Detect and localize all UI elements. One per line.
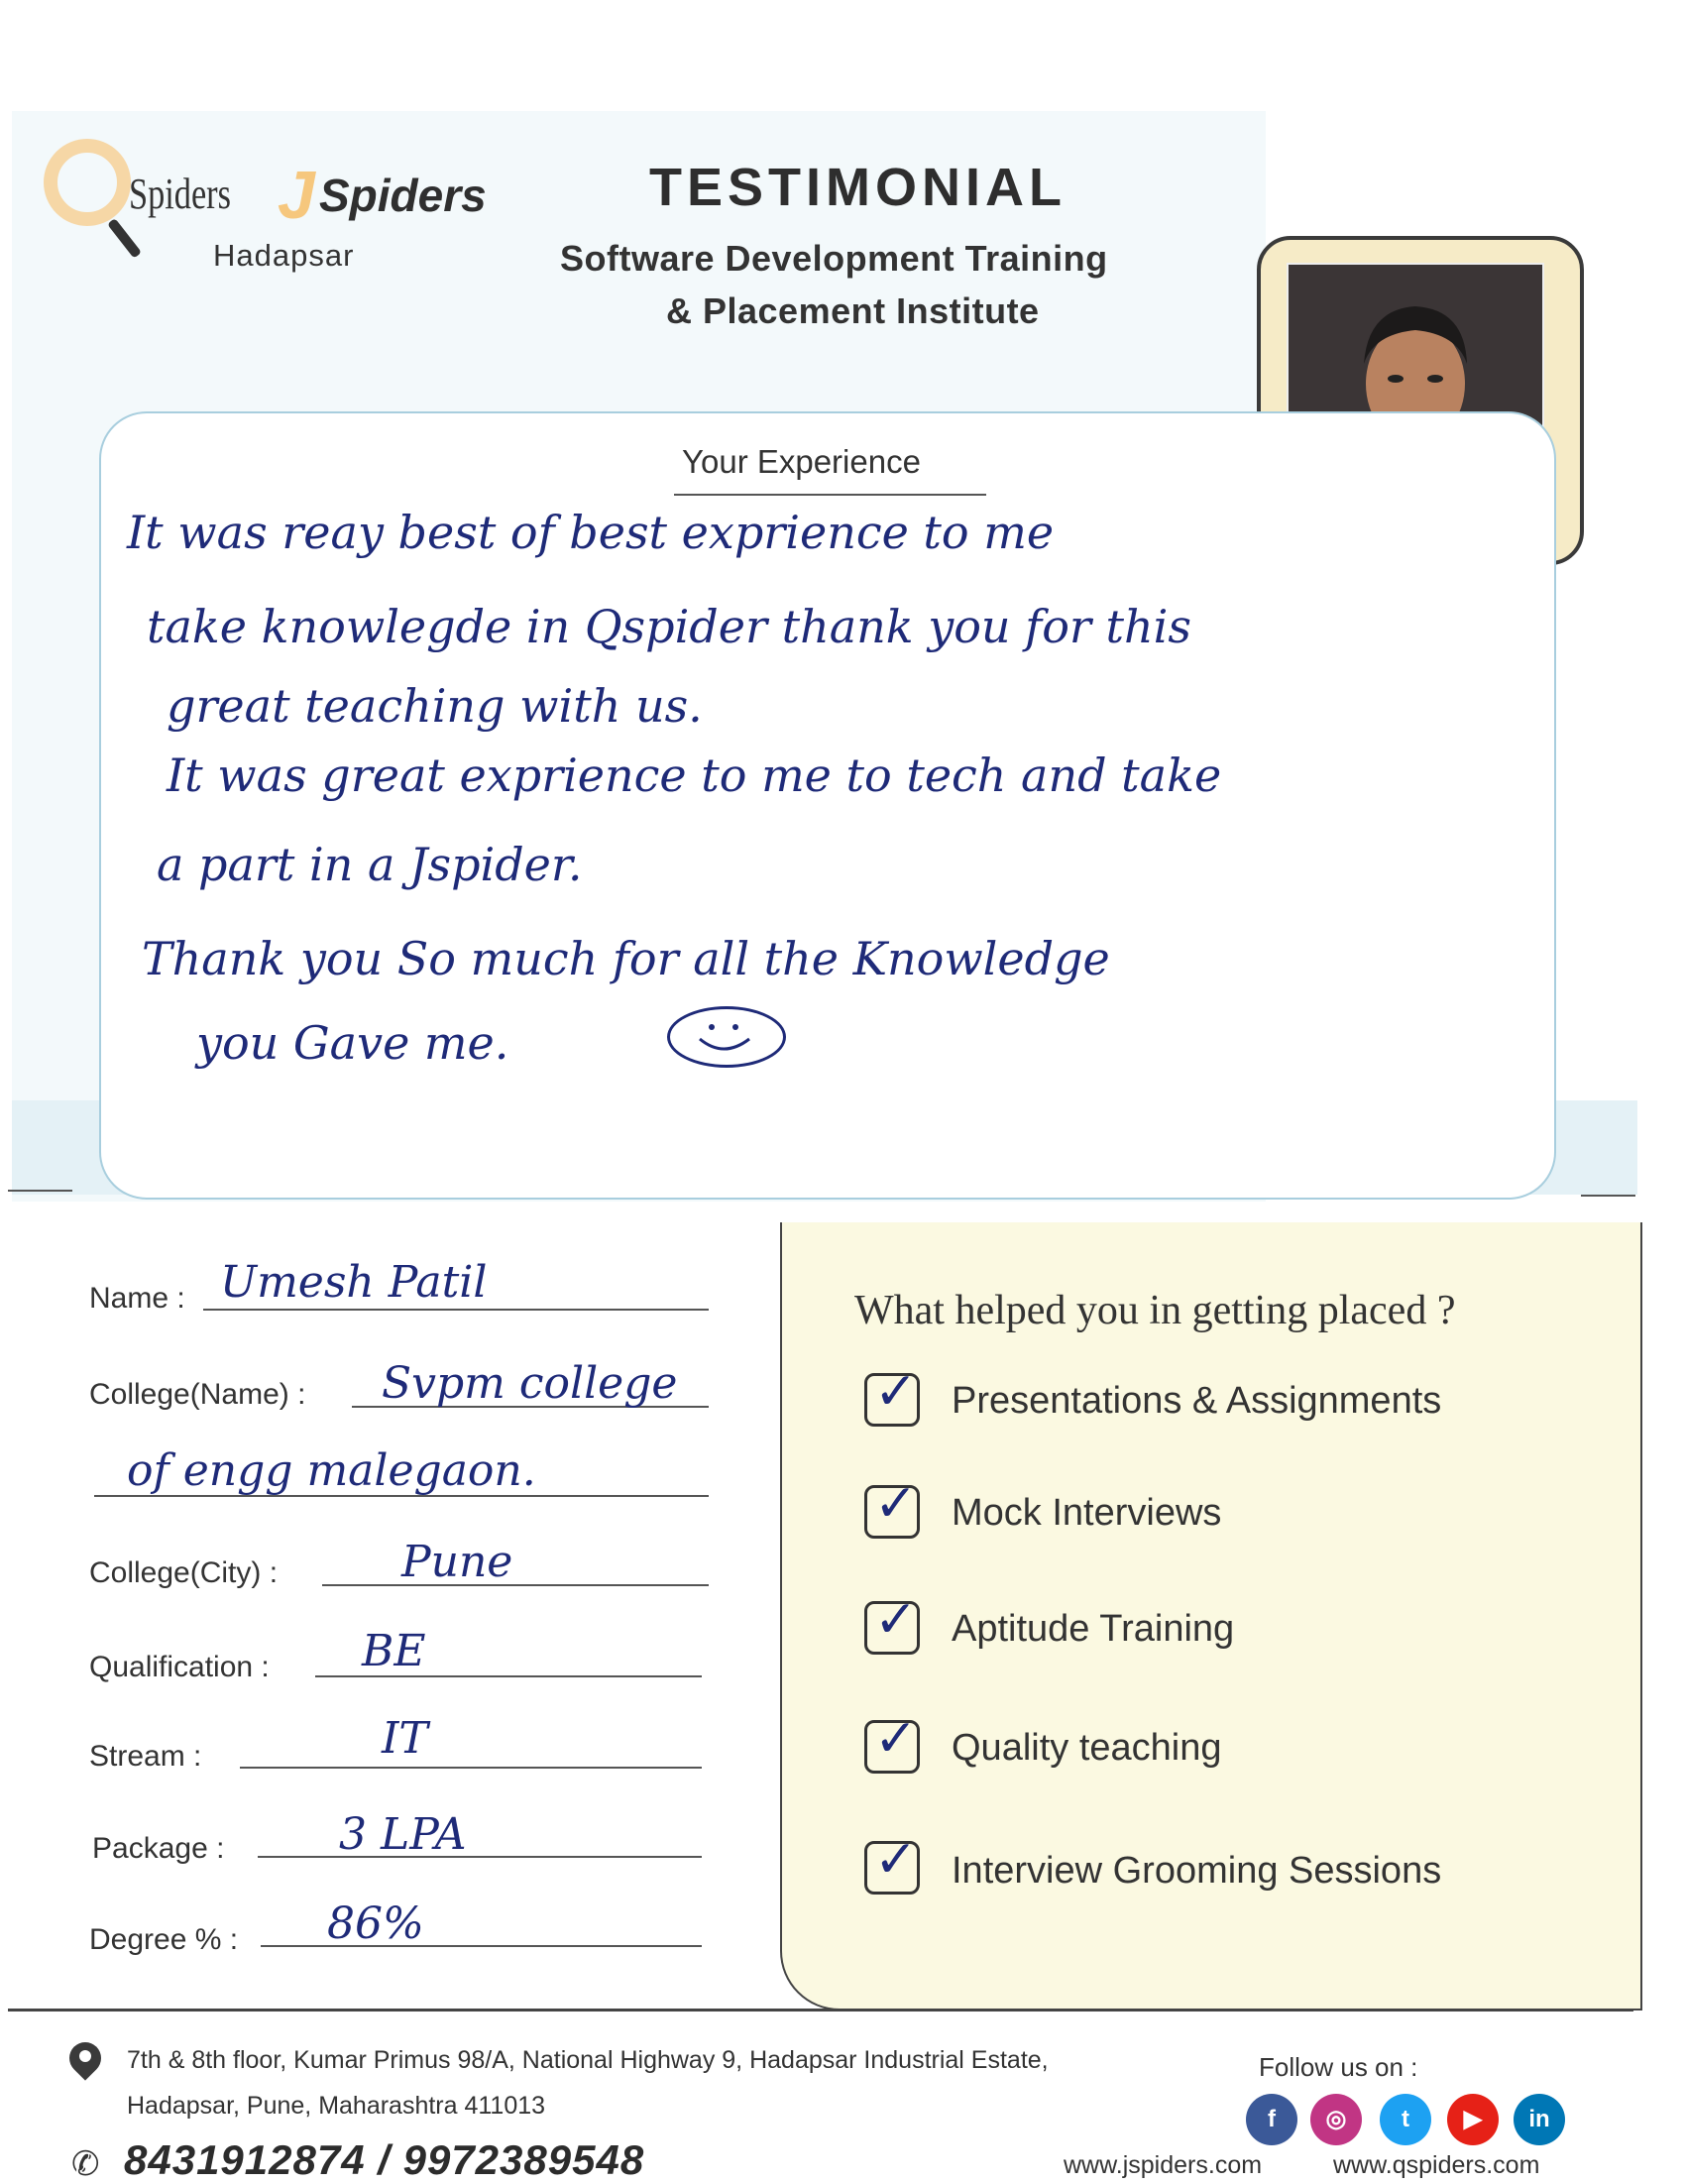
degree-label: Degree % : bbox=[89, 1923, 239, 1956]
experience-line-1: It was reay best of best exprience to me bbox=[127, 506, 1055, 559]
divider-right bbox=[1581, 1195, 1635, 1197]
college-city-value: Pune bbox=[401, 1537, 513, 1587]
check-mark-icon: ✓ bbox=[874, 1710, 918, 1768]
experience-line-6: Thank you So much for all the Knowledge bbox=[142, 932, 1110, 985]
package-value: 3 LPA bbox=[339, 1809, 467, 1860]
check-mark-icon: ✓ bbox=[874, 1363, 918, 1421]
name-value: Umesh Patil bbox=[220, 1257, 488, 1308]
footer-divider bbox=[8, 2009, 1633, 2012]
experience-line-4: It was great exprience to me to tech and take bbox=[167, 748, 1222, 802]
name-label: Name : bbox=[89, 1282, 185, 1315]
stream-label: Stream : bbox=[89, 1740, 202, 1773]
stream-line bbox=[240, 1767, 702, 1769]
location-pin-dot bbox=[79, 2050, 91, 2062]
address-line-1: 7th & 8th floor, Kumar Primus 98/A, National Highway 9, Hadapsar Industrial Estate, bbox=[127, 2046, 1049, 2074]
experience-line-3: great teaching with us. bbox=[167, 679, 703, 733]
check-mark-icon: ✓ bbox=[874, 1831, 918, 1889]
college-city-label: College(City) : bbox=[89, 1556, 279, 1589]
address-line-2: Hadapsar, Pune, Maharashtra 411013 bbox=[127, 2092, 546, 2120]
linkedin-icon[interactable]: in bbox=[1514, 2094, 1565, 2145]
jspiders-logo-text: Spiders bbox=[319, 170, 487, 221]
name-line bbox=[203, 1309, 709, 1311]
check-mark-icon: ✓ bbox=[874, 1591, 918, 1649]
option-presentations: Presentations & Assignments bbox=[952, 1380, 1442, 1422]
qspiders-website-link[interactable]: www.qspiders.com bbox=[1333, 2151, 1540, 2179]
branch-name: Hadapsar bbox=[213, 238, 355, 273]
page-subtitle-line1: Software Development Training bbox=[560, 238, 1108, 279]
check-mark-icon: ✓ bbox=[874, 1475, 918, 1533]
qspiders-logo-text: Spiders bbox=[129, 170, 231, 218]
option-interview-grooming: Interview Grooming Sessions bbox=[952, 1850, 1442, 1892]
follow-us-label: Follow us on : bbox=[1259, 2052, 1418, 2082]
experience-heading-underline bbox=[674, 494, 986, 496]
phone-numbers: 8431912874 / 9972389548 bbox=[124, 2136, 645, 2183]
experience-line-5: a part in a Jspider. bbox=[157, 838, 583, 891]
page-subtitle-line2: & Placement Institute bbox=[666, 290, 1040, 331]
facebook-icon[interactable]: f bbox=[1246, 2094, 1297, 2145]
smiley-drawing bbox=[667, 1006, 786, 1068]
placement-factors-heading: What helped you in getting placed ? bbox=[854, 1288, 1456, 1333]
college-name-label: College(Name) : bbox=[89, 1378, 306, 1411]
stream-value: IT bbox=[382, 1713, 428, 1764]
qualification-value: BE bbox=[362, 1626, 426, 1676]
option-mock-interviews: Mock Interviews bbox=[952, 1492, 1222, 1534]
qualification-label: Qualification : bbox=[89, 1651, 270, 1683]
option-quality-teaching: Quality teaching bbox=[952, 1727, 1222, 1769]
qspiders-logo-icon bbox=[44, 139, 131, 226]
college-name-value-line2: of engg malegaon. bbox=[127, 1445, 536, 1496]
jspiders-logo-icon: J bbox=[278, 158, 315, 233]
college-city-line bbox=[322, 1584, 709, 1586]
youtube-icon[interactable]: ▶ bbox=[1447, 2094, 1499, 2145]
package-label: Package : bbox=[92, 1832, 225, 1865]
phone-icon: ✆ bbox=[71, 2145, 100, 2183]
package-line bbox=[258, 1856, 702, 1858]
degree-value: 86% bbox=[327, 1898, 424, 1949]
page-title: TESTIMONIAL bbox=[649, 158, 1067, 217]
instagram-icon[interactable]: ◎ bbox=[1310, 2094, 1362, 2145]
college-name-value-line1: Svpm college bbox=[382, 1358, 678, 1409]
experience-line-2: take knowlegde in Qspider thank you for this bbox=[147, 600, 1191, 653]
jspiders-website-link[interactable]: www.jspiders.com bbox=[1064, 2151, 1263, 2179]
experience-line-7: you Gave me. bbox=[196, 1016, 509, 1070]
divider-left bbox=[8, 1190, 72, 1192]
twitter-icon[interactable]: t bbox=[1380, 2094, 1431, 2145]
experience-heading: Your Experience bbox=[682, 443, 921, 480]
option-aptitude-training: Aptitude Training bbox=[952, 1608, 1235, 1650]
